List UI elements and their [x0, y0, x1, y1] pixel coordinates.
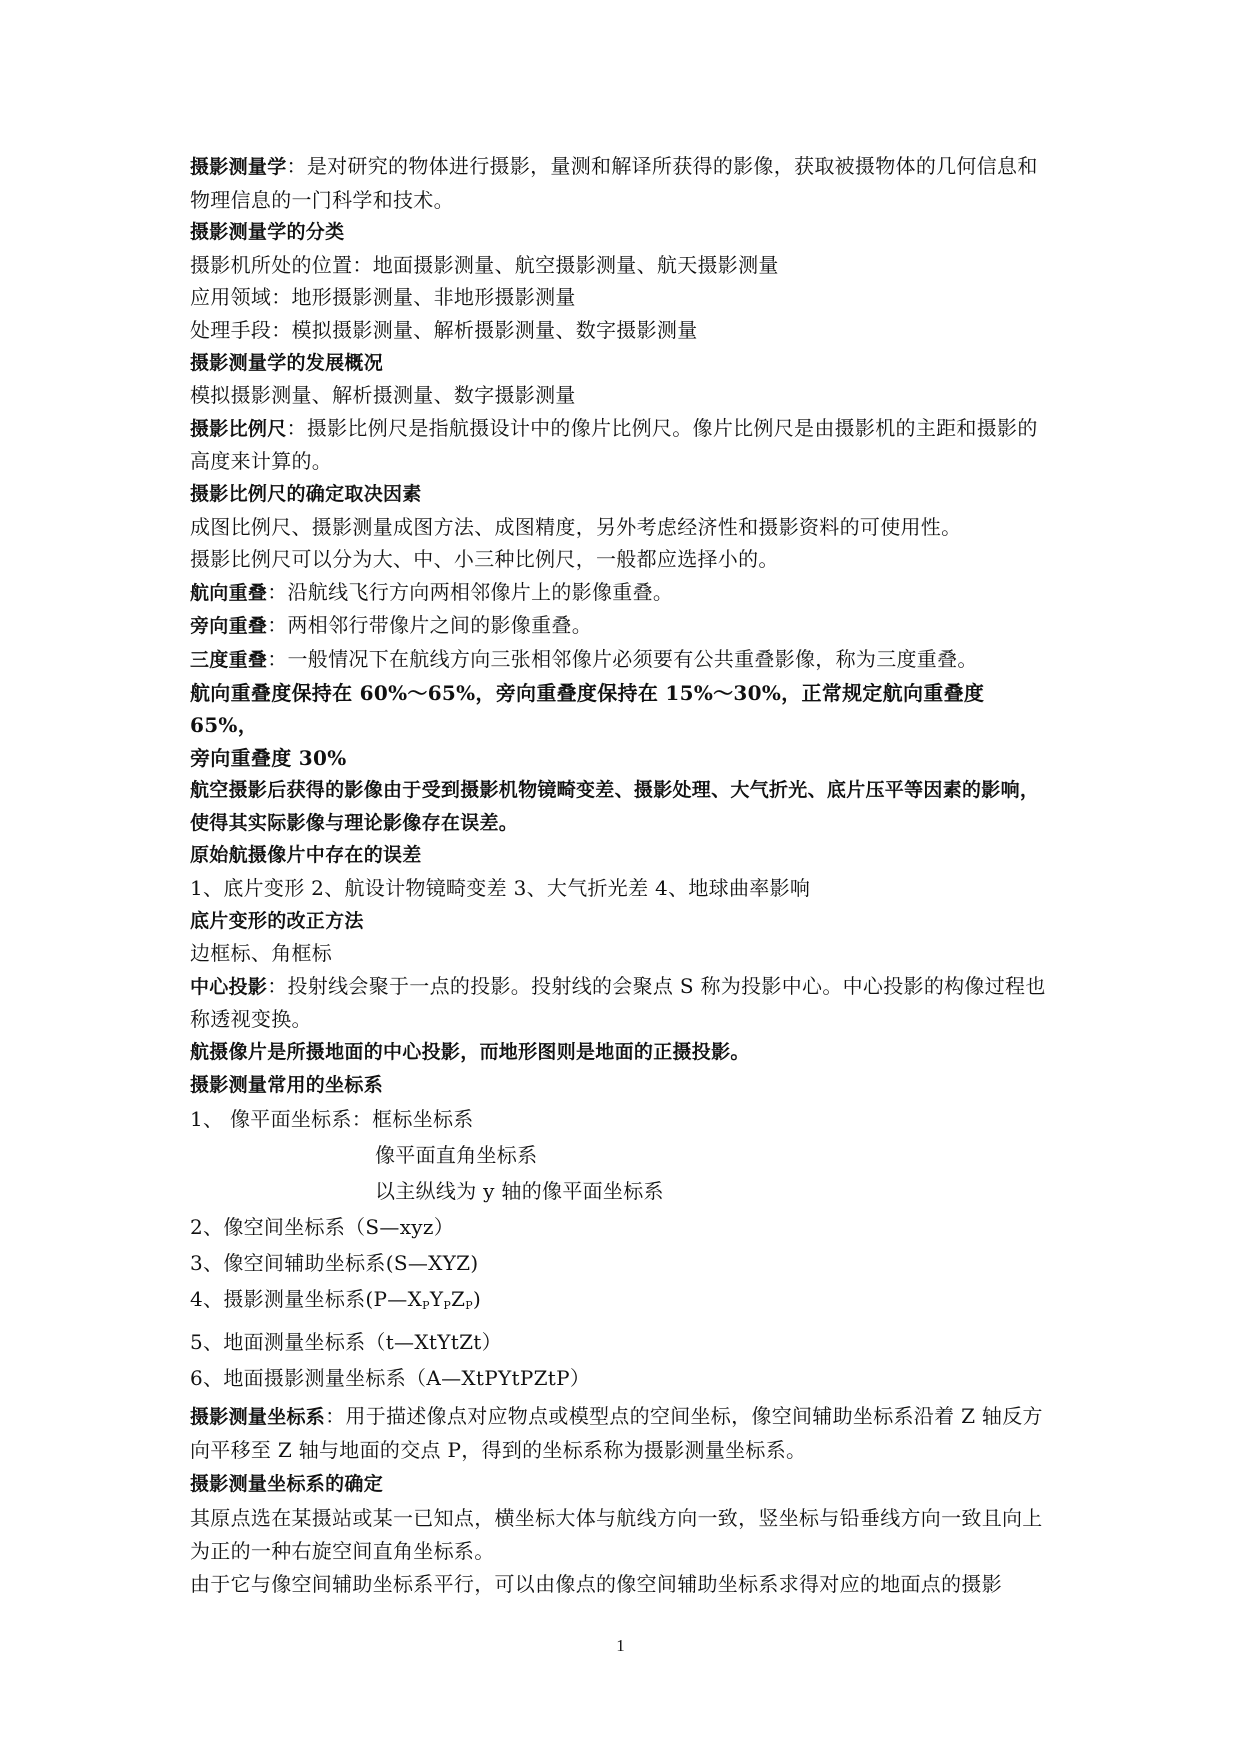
list-item-image-plane: 1、 像平面坐标系：框标坐标系 — [190, 1107, 474, 1132]
text-coords-parallel: 由于它与像空间辅助坐标系平行，可以由像点的像空间辅助坐标系求得对应的地面点的摄影 — [190, 1571, 1002, 1596]
list-item-ground-photogrammetric: 6、地面摄影测量坐标系（A—XtPYtPZtP） — [190, 1366, 591, 1391]
text-film-correction: 边框标、角框标 — [190, 941, 333, 966]
text-scale-factors: 成图比例尺、摄影测量成图方法、成图精度，另外考虑经济性和摄影资料的可使用性。 — [190, 514, 962, 539]
page-content — [190, 150, 1055, 1600]
text-original-errors: 1、底片变形 2、航设计物镜畸变差 3、大气折光差 4、地球曲率影响 — [190, 876, 811, 901]
text-coords-origin: 其原点选在某摄站或某一已知点，横坐标大体与航线方向一致，竖坐标与铅垂线方向一致且向上为正的一种右旋空间直角坐标系。 — [190, 1506, 1043, 1563]
list-item-photogrammetric: 4、摄影测量坐标系$(P—X_PY_PZ_P)$ — [190, 1287, 482, 1313]
text-overlap-requirement: 航向重叠度保持在 60%～65%，旁向重叠度保持在 15%～30%，正常规定航向重叠度 65%， — [190, 680, 985, 738]
heading-coordinate-systems: 摄影测量常用的坐标系 — [190, 1073, 384, 1096]
definition-forward-overlap: 航向重叠：沿航线飞行方向两相邻像片上的影像重叠。 — [190, 579, 674, 604]
definition-triple-overlap: 三度重叠：一般情况下在航线方向三张相邻像片必须要有公共重叠影像，称为三度重叠。 — [190, 646, 978, 671]
coordinate-system-list — [190, 1101, 1055, 1396]
list-subitem-principal-line: 以主纵线为 y 轴的像平面坐标系 — [375, 1179, 664, 1204]
text-side-overlap-value: 旁向重叠度 30% — [190, 745, 347, 770]
text-development: 模拟摄影测量、解析摄测量、数字摄影测量 — [190, 383, 576, 408]
definition-photogrammetric-coords: 摄影测量坐标系：用于描述像点对应物点或模型点的空间坐标，像空间辅助坐标系沿着 Z 轴反方向平移至 Z 轴与地面的交点 P，得到的坐标系称为摄影测量坐标系。 — [190, 1404, 1043, 1462]
heading-development: 摄影测量学的发展概况 — [190, 351, 384, 374]
heading-coords-determination: 摄影测量坐标系的确定 — [190, 1473, 384, 1496]
text-application-field: 应用领域：地形摄影测量、非地形摄影测量 — [190, 285, 576, 310]
text-camera-position: 摄影机所处的位置：地面摄影测量、航空摄影测量、航天摄影测量 — [190, 252, 779, 277]
heading-scale-factors: 摄影比例尺的确定取决因素 — [190, 482, 422, 505]
list-item-ground-survey: 5、地面测量坐标系（t—XtYtZt） — [190, 1330, 502, 1355]
list-item-image-space: 2、像空间坐标系（S—xyz） — [190, 1215, 455, 1240]
definition-side-overlap: 旁向重叠：两相邻行带像片之间的影像重叠。 — [190, 613, 593, 638]
definition-central-projection: 中心投影：投射线会聚于一点的投影。投射线的会聚点 S 称为投影中心。中心投影的构像过程也称透视变换。 — [190, 973, 1046, 1032]
list-subitem-plane-rect: 像平面直角坐标系 — [375, 1143, 538, 1168]
heading-classification: 摄影测量学的分类 — [190, 221, 345, 244]
page-number: 1 — [616, 1636, 625, 1655]
list-item-image-space-aux: 3、像空间辅助坐标系(S—XYZ) — [190, 1251, 479, 1276]
heading-original-errors: 原始航摄像片中存在的误差 — [190, 844, 422, 867]
text-photo-vs-map: 航摄像片是所摄地面的中心投影，而地形图则是地面的正摄投影。 — [190, 1041, 750, 1064]
text-image-error-cause: 航空摄影后获得的影像由于受到摄影机物镜畸变差、摄影处理、大气折光、底片压平等因素的影响，使得其实际影像与理论影像存在误差。 — [190, 779, 1040, 834]
definition-photogrammetry: 摄影测量学：是对研究的物体进行摄影，量测和解译所获得的影像，获取被摄物体的几何信息和物理信息的一门科学和技术。 — [190, 154, 1038, 212]
text-scale-types: 摄影比例尺可以分为大、中、小三种比例尺，一般都应选择小的。 — [190, 547, 779, 572]
text-processing-method: 处理手段：模拟摄影测量、解析摄影测量、数字摄影测量 — [190, 317, 698, 342]
definition-photo-scale: 摄影比例尺：摄影比例尺是指航摄设计中的像片比例尺。像片比例尺是由摄影机的主距和摄影的高度来计算的。 — [190, 415, 1038, 474]
heading-film-correction: 底片变形的改正方法 — [190, 909, 364, 932]
